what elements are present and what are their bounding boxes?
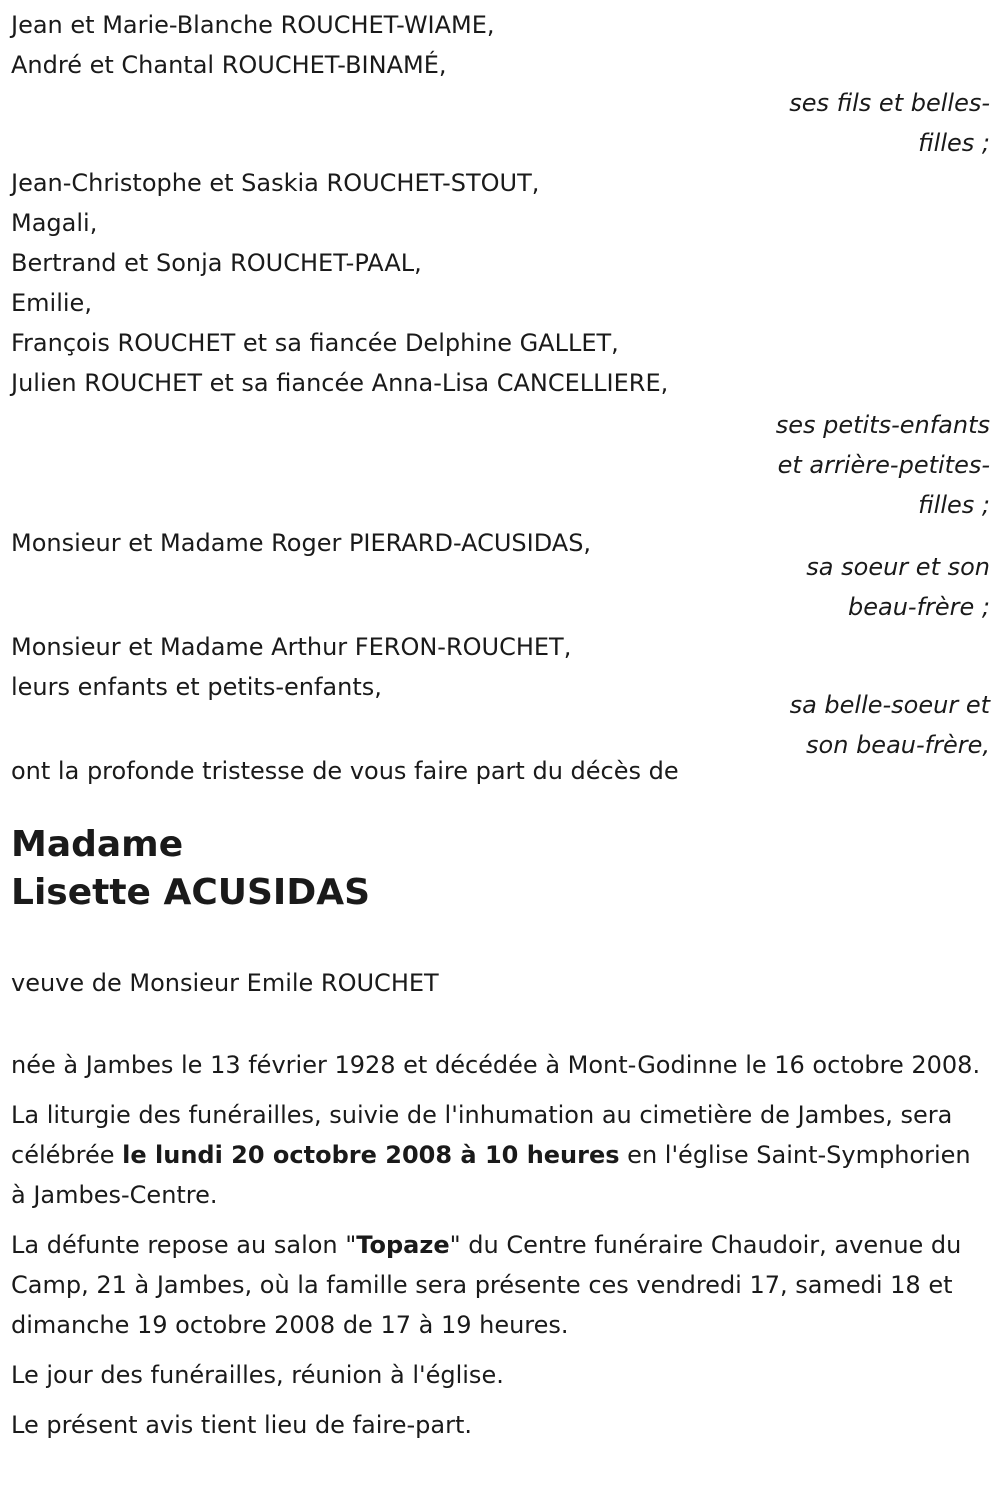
family-group-grandchildren bbox=[11, 163, 990, 525]
funeral-text-after: en l'église Saint-Symphorien à Jambes-Centre. bbox=[11, 1141, 971, 1209]
name-line: Bertrand et Sonja ROUCHET-PAAL, bbox=[11, 249, 422, 277]
family-group-sons bbox=[11, 0, 990, 163]
resting-text-after: " du Centre funéraire Chaudoir, avenue du Camp, 21 à Jambes, où la famille sera présente ces vendredi 17, samedi 18 et dimanche 19 octobre 2008 de 17 à 19 heures. bbox=[11, 1231, 962, 1339]
resting-text-before: La défunte repose au salon " bbox=[11, 1231, 357, 1259]
name-line: Monsieur et Madame Roger PIERARD-ACUSIDAS, bbox=[11, 529, 592, 557]
name-line: André et Chantal ROUCHET-BINAMÉ, bbox=[11, 51, 447, 79]
name-line: Jean et Marie-Blanche ROUCHET-WIAME, bbox=[11, 11, 495, 39]
name-line: Julien ROUCHET et sa fiancée Anna-Lisa CANCELLIERE, bbox=[11, 369, 669, 397]
resting-paragraph bbox=[11, 1225, 990, 1345]
name-line: Magali, bbox=[11, 209, 98, 237]
funeral-text-before: La liturgie des funérailles, suivie de l'inhumation au cimetière de Jambes, sera célébrée bbox=[11, 1101, 953, 1169]
names-list bbox=[11, 523, 751, 563]
name-line: Emilie, bbox=[11, 289, 92, 317]
meeting-text: Le jour des funérailles, réunion à l'église. bbox=[11, 1361, 504, 1389]
birth-death-text: née à Jambes le 13 février 1928 et décédée à Mont-Godinne le 16 octobre 2008. bbox=[11, 1051, 981, 1079]
family-group-sister bbox=[11, 523, 990, 627]
name-line: Jean-Christophe et Saskia ROUCHET-STOUT, bbox=[11, 169, 540, 197]
widow-of-text: veuve de Monsieur Emile ROUCHET bbox=[11, 969, 439, 997]
names-list bbox=[11, 163, 751, 403]
family-group-sister-in-law bbox=[11, 627, 990, 791]
name-line: Monsieur et Madame Arthur FERON-ROUCHET, bbox=[11, 633, 572, 661]
relation-label: sa belle-soeur et son beau-frère, bbox=[789, 691, 990, 759]
deceased-heading bbox=[11, 821, 990, 917]
relation-label: ses petits-enfants et arrière-petites-filles ; bbox=[775, 411, 990, 519]
relation-label: ses fils et belles-filles ; bbox=[789, 89, 990, 157]
announcement-text: ont la profonde tristesse de vous faire part du décès de bbox=[11, 757, 679, 785]
funeral-date: le lundi 20 octobre 2008 à 10 heures bbox=[122, 1141, 620, 1169]
name-line: leurs enfants et petits-enfants, bbox=[11, 673, 382, 701]
salon-name: Topaze bbox=[356, 1231, 450, 1259]
relation-label: sa soeur et son beau-frère ; bbox=[806, 553, 990, 621]
names-list bbox=[11, 5, 751, 85]
funeral-paragraph bbox=[11, 1095, 990, 1215]
deceased-name: Lisette ACUSIDAS bbox=[11, 872, 370, 913]
names-list bbox=[11, 627, 751, 707]
notice-text: Le présent avis tient lieu de faire-part. bbox=[11, 1411, 473, 1439]
name-line: François ROUCHET et sa fiancée Delphine GALLET, bbox=[11, 329, 619, 357]
deceased-title: Madame bbox=[11, 824, 184, 865]
